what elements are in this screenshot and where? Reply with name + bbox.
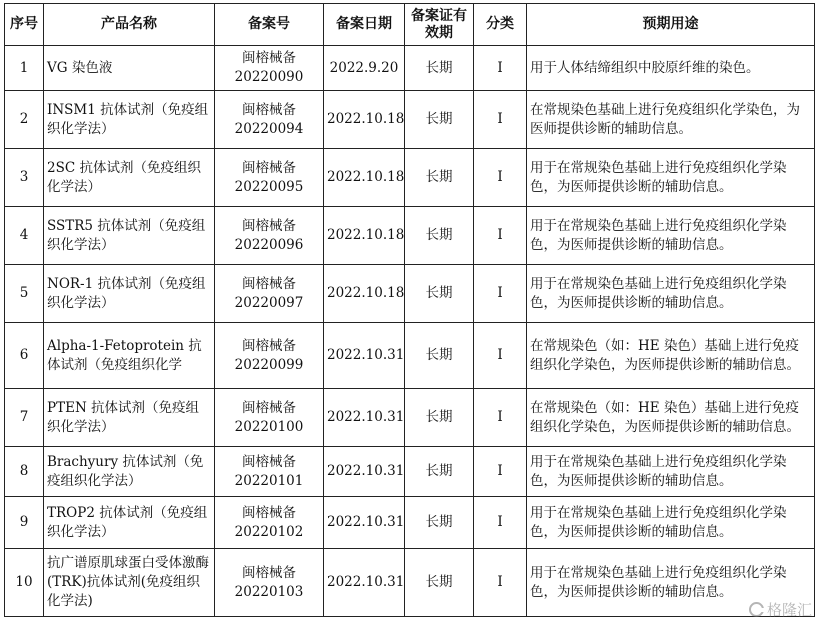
cell-no: 1 xyxy=(5,46,44,91)
cell-validity: 长期 xyxy=(405,46,474,91)
cell-no: 5 xyxy=(5,265,44,323)
cell-no: 10 xyxy=(5,549,44,617)
cell-validity: 长期 xyxy=(405,323,474,389)
cell-class: I xyxy=(474,389,527,447)
cell-product-name: 2SC 抗体试剂（免疫组织化学法） xyxy=(44,149,215,207)
cell-filing-date: 2022.10.31 xyxy=(324,389,405,447)
table-row xyxy=(5,549,815,617)
cell-class: I xyxy=(474,497,527,549)
cell-filing-date: 2022.9.20 xyxy=(324,46,405,91)
cell-filing-number: 闽榕械备20220101 xyxy=(215,447,324,497)
cell-product-name: NOR-1 抗体试剂（免疫组织化学法） xyxy=(44,265,215,323)
cell-class: I xyxy=(474,447,527,497)
header-validity: 备案证有效期 xyxy=(405,4,474,46)
header-intended-use: 预期用途 xyxy=(527,4,815,46)
cell-validity: 长期 xyxy=(405,389,474,447)
cell-no: 3 xyxy=(5,149,44,207)
table-row xyxy=(5,46,815,91)
cell-no: 2 xyxy=(5,91,44,149)
cell-filing-number: 闽榕械备20220094 xyxy=(215,91,324,149)
cell-product-name: Alpha-1-Fetoprotein 抗体试剂（免疫组织化学 xyxy=(44,323,215,389)
cell-intended-use: 在常规染色基础上进行免疫组织化学染色，为医师提供诊断的辅助信息。 xyxy=(527,91,815,149)
header-class: 分类 xyxy=(474,4,527,46)
cell-no: 4 xyxy=(5,207,44,265)
table-row xyxy=(5,389,815,447)
cell-filing-date: 2022.10.18 xyxy=(324,265,405,323)
table-row xyxy=(5,323,815,389)
cell-product-name: 抗广谱原肌球蛋白受体激酶(TRK)抗体试剂(免疫组织化学法) xyxy=(44,549,215,617)
table-row xyxy=(5,447,815,497)
cell-filing-date: 2022.10.31 xyxy=(324,323,405,389)
cell-filing-number: 闽榕械备20220090 xyxy=(215,46,324,91)
cell-intended-use: 用于在常规染色基础上进行免疫组织化学染色，为医师提供诊断的辅助信息。 xyxy=(527,549,815,617)
header-product-name: 产品名称 xyxy=(44,4,215,46)
cell-class: I xyxy=(474,46,527,91)
cell-class: I xyxy=(474,149,527,207)
cell-filing-number: 闽榕械备20220100 xyxy=(215,389,324,447)
cell-product-name: PTEN 抗体试剂（免疫组织化学法） xyxy=(44,389,215,447)
cell-filing-number: 闽榕械备20220097 xyxy=(215,265,324,323)
cell-filing-number: 闽榕械备20220096 xyxy=(215,207,324,265)
header-filing-date: 备案日期 xyxy=(324,4,405,46)
cell-no: 8 xyxy=(5,447,44,497)
cell-class: I xyxy=(474,323,527,389)
watermark-logo-icon xyxy=(749,602,764,617)
cell-intended-use: 用于在常规染色基础上进行免疫组织化学染色，为医师提供诊断的辅助信息。 xyxy=(527,265,815,323)
cell-class: I xyxy=(474,265,527,323)
cell-filing-date: 2022.10.31 xyxy=(324,447,405,497)
cell-product-name: SSTR5 抗体试剂（免疫组织化学法） xyxy=(44,207,215,265)
filing-table xyxy=(4,3,815,617)
header-row xyxy=(5,4,815,46)
cell-validity: 长期 xyxy=(405,149,474,207)
table-row xyxy=(5,207,815,265)
cell-no: 9 xyxy=(5,497,44,549)
cell-no: 6 xyxy=(5,323,44,389)
cell-filing-number: 闽榕械备20220095 xyxy=(215,149,324,207)
cell-product-name: INSM1 抗体试剂（免疫组织化学法） xyxy=(44,91,215,149)
cell-filing-date: 2022.10.31 xyxy=(324,549,405,617)
cell-intended-use: 用于在常规染色基础上进行免疫组织化学染色，为医师提供诊断的辅助信息。 xyxy=(527,207,815,265)
cell-product-name: TROP2 抗体试剂（免疫组织化学法） xyxy=(44,497,215,549)
cell-filing-number: 闽榕械备20220099 xyxy=(215,323,324,389)
table-row xyxy=(5,91,815,149)
cell-filing-number: 闽榕械备20220102 xyxy=(215,497,324,549)
cell-product-name: Brachyury 抗体试剂（免疫组织化学法） xyxy=(44,447,215,497)
cell-intended-use: 用于在常规染色基础上进行免疫组织化学染色，为医师提供诊断的辅助信息。 xyxy=(527,447,815,497)
table-row xyxy=(5,149,815,207)
cell-intended-use: 用于在常规染色基础上进行免疫组织化学染色，为医师提供诊断的辅助信息。 xyxy=(527,149,815,207)
cell-validity: 长期 xyxy=(405,265,474,323)
cell-validity: 长期 xyxy=(405,91,474,149)
cell-intended-use: 在常规染色（如：HE 染色）基础上进行免疫组织化学染色，为医师提供诊断的辅助信息。 xyxy=(527,389,815,447)
cell-product-name: VG 染色液 xyxy=(44,46,215,91)
cell-intended-use: 用于人体结缔组织中胶原纤维的染色。 xyxy=(527,46,815,91)
header-no: 序号 xyxy=(5,4,44,46)
cell-filing-date: 2022.10.31 xyxy=(324,497,405,549)
cell-class: I xyxy=(474,549,527,617)
cell-class: I xyxy=(474,91,527,149)
cell-validity: 长期 xyxy=(405,549,474,617)
cell-validity: 长期 xyxy=(405,207,474,265)
watermark xyxy=(749,599,812,620)
cell-filing-date: 2022.10.18 xyxy=(324,91,405,149)
cell-class: I xyxy=(474,207,527,265)
cell-filing-date: 2022.10.18 xyxy=(324,207,405,265)
header-filing-number: 备案号 xyxy=(215,4,324,46)
table-row xyxy=(5,265,815,323)
cell-intended-use: 在常规染色（如：HE 染色）基础上进行免疫组织化学染色，为医师提供诊断的辅助信息。 xyxy=(527,323,815,389)
cell-filing-date: 2022.10.18 xyxy=(324,149,405,207)
table-row xyxy=(5,497,815,549)
cell-validity: 长期 xyxy=(405,447,474,497)
watermark-text: 格隆汇 xyxy=(766,601,812,619)
cell-intended-use: 用于在常规染色基础上进行免疫组织化学染色，为医师提供诊断的辅助信息。 xyxy=(527,497,815,549)
cell-no: 7 xyxy=(5,389,44,447)
cell-validity: 长期 xyxy=(405,497,474,549)
cell-filing-number: 闽榕械备20220103 xyxy=(215,549,324,617)
